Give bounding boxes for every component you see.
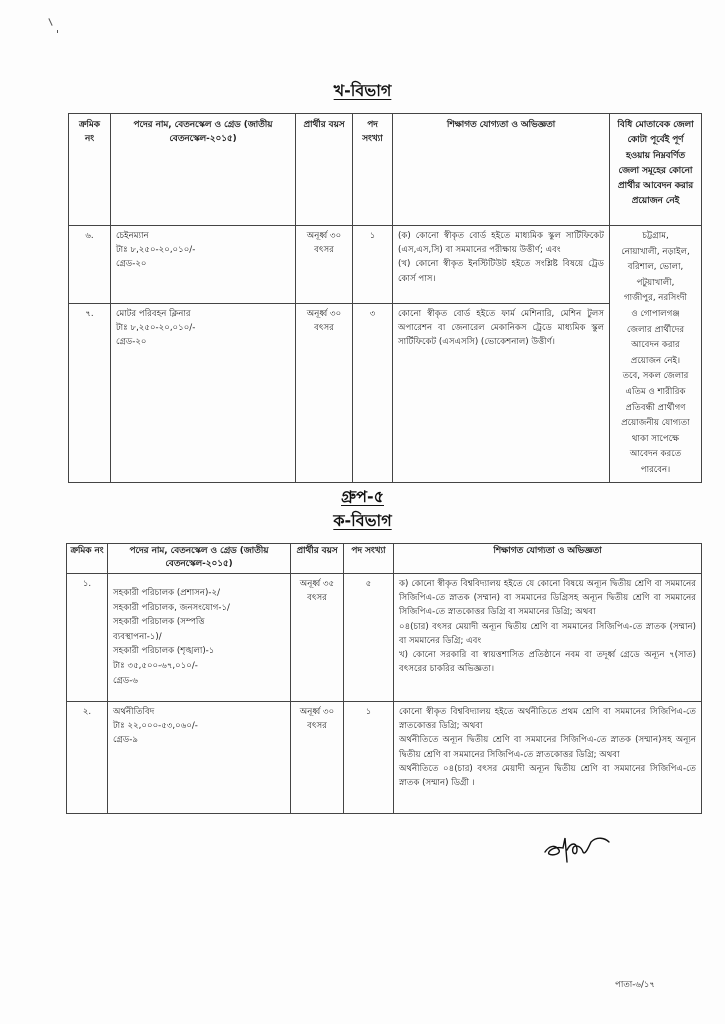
age-limit: অনূর্ধ্ব ৩০ bbox=[306, 308, 342, 319]
pay-scale: টাঃ ৮,২৫০-২০,০১০/- bbox=[116, 322, 196, 333]
qualification-cell bbox=[394, 574, 702, 702]
post-cell bbox=[108, 702, 291, 814]
age-unit: বৎসর bbox=[314, 245, 334, 256]
section-heading-ka-bibhag: ক-বিভাগ bbox=[333, 511, 392, 530]
age-limit: অনূর্ধ্ব ৩০ bbox=[299, 707, 335, 717]
scan-mark bbox=[57, 30, 58, 33]
col-header-count: পদ সংখ্যা bbox=[353, 114, 393, 226]
age-limit: অনূর্ধ্ব ৩৫ bbox=[299, 579, 335, 589]
post-title: চেইনম্যান bbox=[116, 231, 149, 241]
district-note-line: পারবেন। bbox=[640, 464, 671, 475]
col-header-serial: ক্রমিক নং bbox=[67, 544, 108, 574]
post-cell bbox=[111, 226, 296, 304]
col-header-serial: ক্রমিক নং bbox=[69, 114, 111, 226]
age-unit: বৎসর bbox=[307, 721, 327, 732]
col-header-post: পদের নাম, বেতনস্কেল ও গ্রেড (জাতীয় বেতনস্কেল-২০১৫) bbox=[108, 544, 291, 574]
district-note-line: চট্টগ্রাম, bbox=[642, 231, 669, 241]
age-unit: বৎসর bbox=[314, 322, 334, 333]
age-cell bbox=[291, 574, 344, 702]
count-cell: ১ bbox=[353, 226, 393, 304]
grade: গ্রেড-২০ bbox=[116, 336, 147, 347]
table-row bbox=[69, 226, 702, 304]
qualification-item: ক) কোনো স্বীকৃত বিশ্ববিদ্যালয় হইতে যে কোনো বিষয়ে অন্যূন দ্বিতীয় শ্রেণি বা সমমানের সিজিপিএ-তে স্নাতক (সম্মান) বা সমমানের ডিগ্রিসহ অন্যূন দ্বিতীয় শ্রেণি বা সমমানের সিজিপিএ-তে স্নাতকোত্তর ডিগ্রি বা সমমানের ডিগ্রি; অথবা bbox=[399, 579, 696, 618]
positions-table-ka bbox=[66, 543, 702, 814]
district-note-line: প্রয়োজন নেই। bbox=[630, 355, 681, 366]
district-note-line: পটুয়াখালী, bbox=[636, 277, 675, 288]
district-note-line: জেলার প্রার্থীদের bbox=[626, 324, 685, 335]
qualification-item: খ) কোনো সরকারি বা স্বায়ত্তশাসিত প্রতিষ্ঠানে নবম বা তদূর্ধ্ব গ্রেডে অন্যূন ৭(সাত) বৎসরের চাকরির অভিজ্ঞতা। bbox=[399, 650, 696, 675]
serial-cell: ৭. bbox=[69, 303, 111, 482]
table-header-row bbox=[67, 544, 702, 574]
section-heading-kha-bibhag: খ-বিভাগ bbox=[333, 81, 392, 100]
district-note-line: প্রয়োজনীয় যোগ্যতা bbox=[621, 418, 690, 429]
grade: গ্রেড-২০ bbox=[116, 259, 147, 270]
district-note-line: গাজীপুর, নরসিংদী bbox=[624, 293, 687, 304]
qualification-cell bbox=[394, 702, 702, 814]
qualification-cell bbox=[393, 303, 610, 482]
positions-table-kha bbox=[68, 113, 702, 483]
page-number: পাতা-৬/১৭ bbox=[615, 980, 656, 990]
qualification-item: (খ) কোনো স্বীকৃত ইনস্টিটিউট হইতে সংশ্লিষ্ট বিষয়ে ট্রেড কোর্স পাস। bbox=[398, 259, 604, 284]
post-title: মোটর পরিবহন ক্লিনার bbox=[116, 308, 191, 319]
table-header-row bbox=[69, 114, 702, 226]
age-cell bbox=[296, 303, 353, 482]
col-header-qualification: শিক্ষাগত যোগ্যতা ও অভিজ্ঞতা bbox=[394, 544, 702, 574]
signature-icon bbox=[543, 832, 613, 868]
district-note-line: ও গোপালগঞ্জ bbox=[631, 308, 680, 319]
col-header-qualification: শিক্ষাগত যোগ্যতা ও অভিজ্ঞতা bbox=[393, 114, 610, 226]
district-note-line: থাকা সাপেক্ষে bbox=[631, 433, 680, 444]
table-row bbox=[67, 702, 702, 814]
post-title: অর্থনীতিবিদ bbox=[113, 707, 155, 717]
post-title: ব্যবস্থাপনা-১)/ bbox=[113, 631, 162, 642]
post-title: সহকারী পরিচালক, জনসংযোগ-১/ bbox=[113, 602, 230, 613]
age-cell bbox=[291, 702, 344, 814]
district-note-line: আবেদন করার bbox=[631, 340, 680, 351]
post-title: সহকারী পরিচালক (শৃঙ্খলা)-১ bbox=[113, 646, 215, 657]
grade: গ্রেড-৯ bbox=[113, 735, 138, 746]
serial-cell: ২. bbox=[67, 702, 108, 814]
qualification-item: অর্থনীতিতে ০৪(চার) বৎসর মেয়াদী অন্যূন দ্বিতীয় শ্রেণি বা সমমানের সিজিপিএ-তে স্নাতক (সম্মান) ডিগ্রী । bbox=[399, 763, 696, 789]
qualification-item: কোনো স্বীকৃত বোর্ড হইতে ফার্ম মেশিনারি, মেশিন টুলস অপারেশন বা জেনারেল মেকানিকস ট্রেডে মাধ্যমিক স্কুল সার্টিফিকেট (এসএসসি) (ভোকেশনাল) উত্তীর্ণ। bbox=[398, 308, 604, 347]
qualification-item: অর্থনীতিতে অন্যূন দ্বিতীয় শ্রেণি বা সমমানের সিজিপিএ-তে স্নাতক (সম্মান)সহ অন্যূন দ্বিতীয় শ্রেণি বা সমমানের সিজিপিএ-তে স্নাতকোত্তর ডিগ্রি; অথবা bbox=[399, 735, 696, 760]
district-note-line: নোয়াখালী, নড়াইল, bbox=[621, 246, 690, 257]
serial-cell: ৬. bbox=[69, 226, 111, 304]
table-row bbox=[69, 303, 702, 482]
scan-mark bbox=[48, 18, 52, 26]
post-cell bbox=[111, 303, 296, 482]
district-note-line: তবে, সকল জেলার bbox=[622, 371, 689, 382]
post-title: সহকারী পরিচালক (প্রশাসন)-২/ bbox=[113, 588, 220, 598]
count-cell: ৩ bbox=[353, 303, 393, 482]
serial-cell: ১. bbox=[67, 574, 108, 702]
age-unit: বৎসর bbox=[307, 593, 327, 604]
col-header-count: পদ সংখ্যা bbox=[344, 544, 394, 574]
col-header-age: প্রার্থীর বয়স bbox=[291, 544, 344, 574]
grade: গ্রেড-৬ bbox=[113, 675, 138, 686]
pay-scale: টাঃ ৩৫,৫০০-৬৭,০১০/- bbox=[113, 660, 198, 671]
count-cell: ৫ bbox=[344, 574, 394, 702]
district-note-line: এতিম ও শারীরিক bbox=[625, 386, 686, 397]
district-note-cell bbox=[610, 226, 702, 483]
qualification-item: ০৪(চার) বৎসর মেয়াদী অন্যূন দ্বিতীয় শ্রেণি বা সমমানের সিজিপিএ-তে স্নাতক (সম্মান) বা সমমানের ডিগ্রি; এবং bbox=[399, 621, 696, 646]
district-note-line: আবেদন করতে bbox=[629, 449, 682, 460]
col-header-post: পদের নাম, বেতনস্কেল ও গ্রেড (জাতীয় বেতনস্কেল-২০১৫) bbox=[111, 114, 296, 226]
qualification-item: (ক) কোনো স্বীকৃত বোর্ড হইতে মাধ্যমিক স্কুল সার্টিফিকেট (এস,এস,সি) বা সমমানের পরীক্ষায় উত্তীর্ণ; এবং bbox=[398, 231, 604, 256]
count-cell: ১ bbox=[344, 702, 394, 814]
age-limit: অনূর্ধ্ব ৩০ bbox=[306, 231, 342, 241]
pay-scale: টাঃ ২২,০০০-৫৩,০৬০/- bbox=[113, 721, 198, 732]
qualification-item: কোনো স্বীকৃত বিশ্ববিদ্যালয় হইতে অর্থনীতিতে প্রথম শ্রেণি বা সমমানের সিজিপিএ-তে স্নাতকোত্তর ডিগ্রি; অথবা bbox=[399, 707, 696, 732]
district-note-line: বরিশাল, ভোলা, bbox=[627, 262, 684, 273]
age-cell bbox=[296, 226, 353, 304]
col-header-district-quota: বিধি মোতাবেক জেলা কোটা পূর্বেই পূর্ণ হওয়ায় নিম্নবর্ণিত জেলা সমূহের কোনো প্রার্থীর আবেদন করার প্রয়োজন নেই bbox=[610, 114, 702, 226]
district-note-line: প্রতিবন্ধী প্রার্থীগণ bbox=[625, 402, 686, 413]
post-title: সহকারী পরিচালক (সম্পত্তি bbox=[113, 617, 205, 628]
pay-scale: টাঃ ৮,২৫০-২০,০১০/- bbox=[116, 245, 196, 256]
post-cell bbox=[108, 574, 291, 702]
table-row bbox=[67, 574, 702, 702]
col-header-age: প্রার্থীর বয়স bbox=[296, 114, 353, 226]
qualification-cell bbox=[393, 226, 610, 304]
group-heading: গ্রুপ-৫ bbox=[341, 487, 384, 506]
